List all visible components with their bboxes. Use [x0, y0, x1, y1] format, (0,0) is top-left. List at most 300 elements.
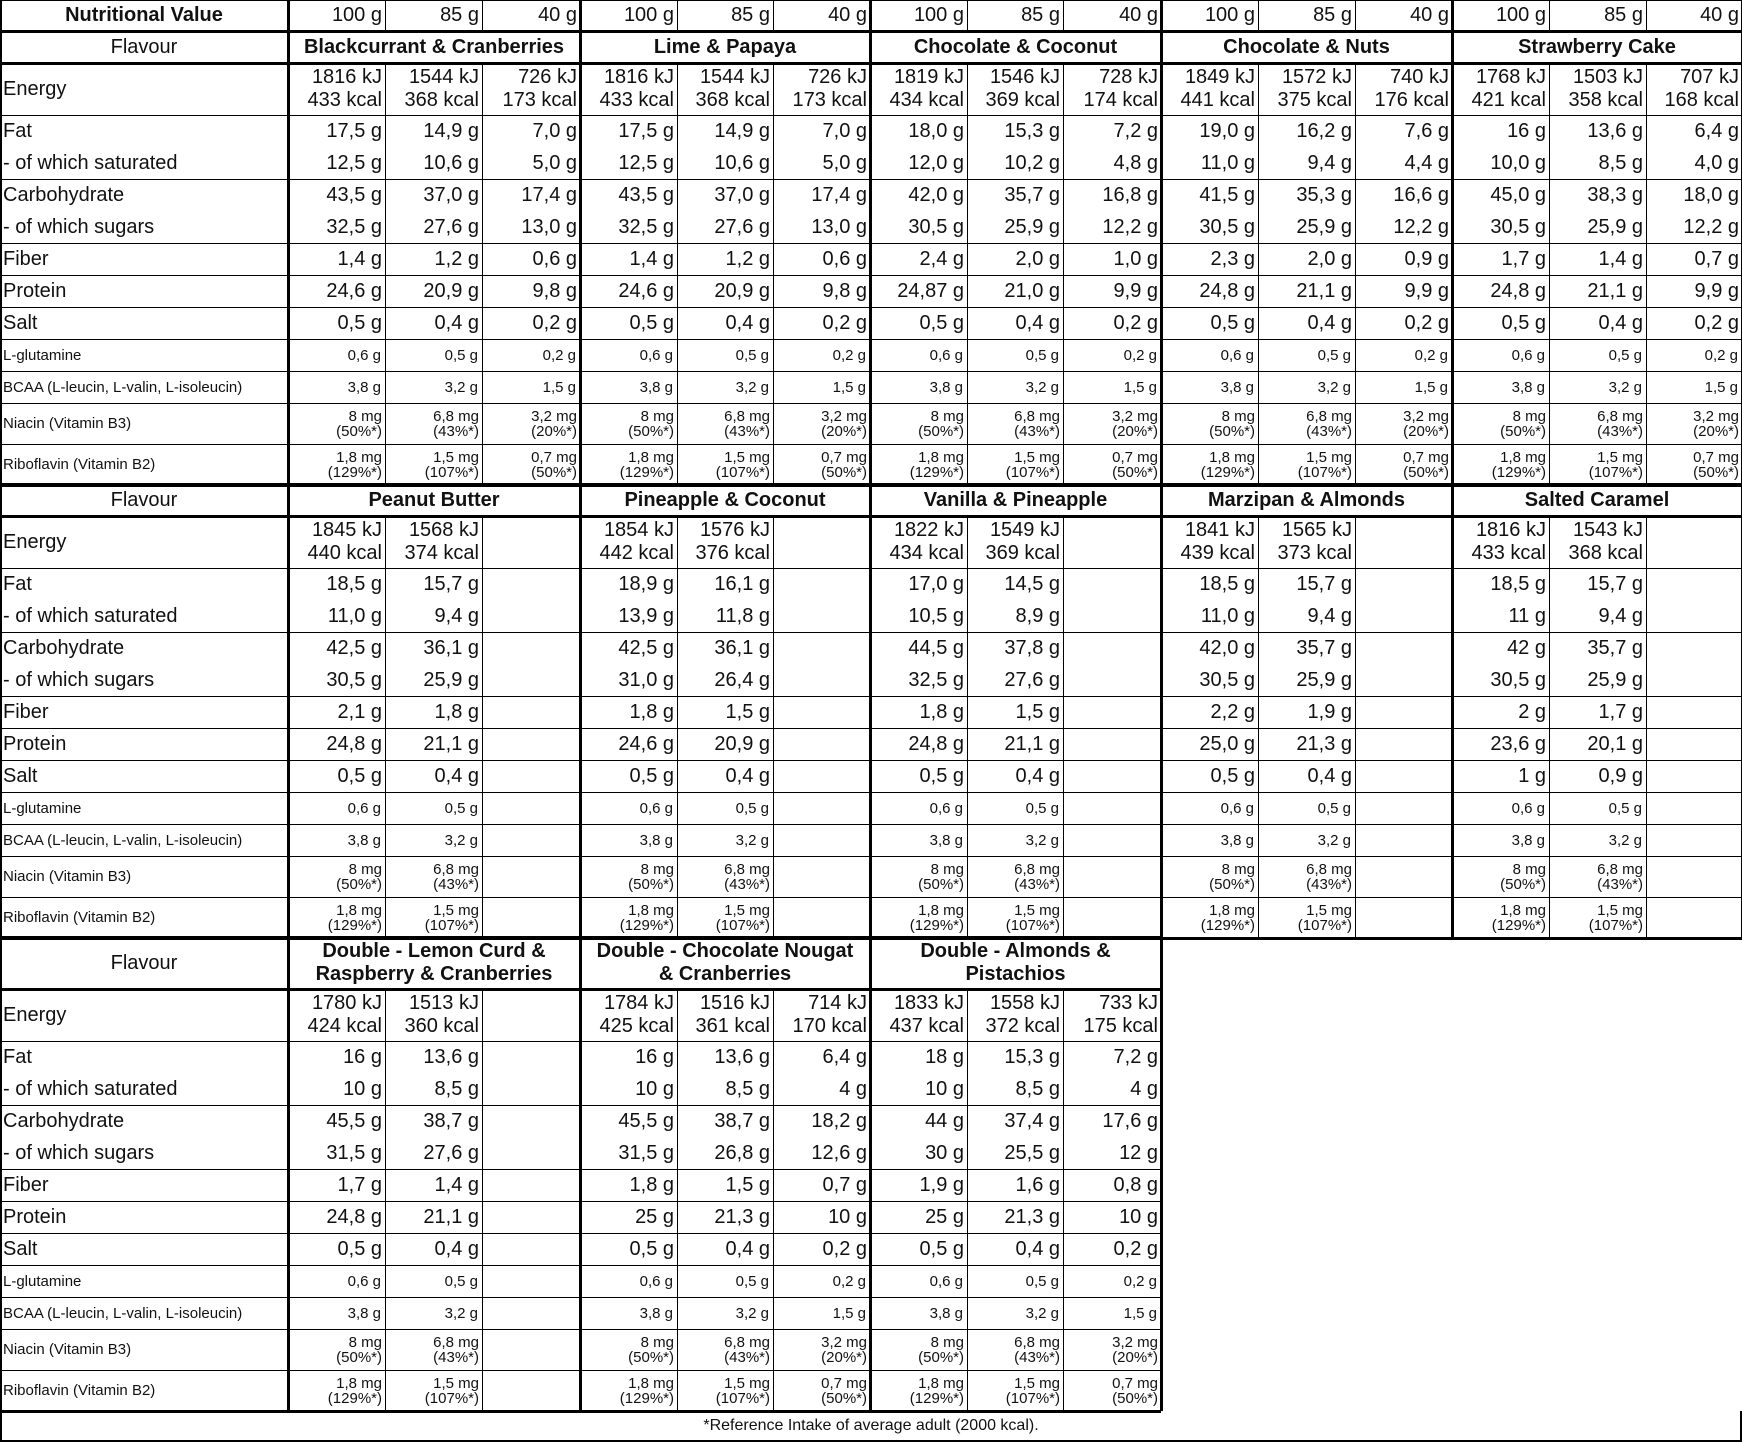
value-line: (50%*)	[821, 463, 867, 481]
row-label: BCAA (L-leucin, L-valin, L-isoleucin)	[3, 1304, 243, 1322]
value-cell: 37,0 g	[714, 183, 770, 206]
value-line: 1546 kJ	[989, 66, 1060, 88]
value-cell: 2,0 g	[1307, 247, 1352, 270]
value-cell: 0,2 g	[1123, 346, 1157, 364]
value-cell: 26,8 g	[714, 1141, 770, 1164]
value-cell: 10,0 g	[1490, 151, 1546, 174]
value-cell	[482, 63, 580, 115]
value-line: 375 kcal	[1277, 89, 1352, 111]
flavour-name: Peanut Butter	[368, 488, 500, 511]
value-cell: 30,5 g	[1199, 668, 1255, 691]
value-cell: 4 g	[839, 1077, 867, 1100]
value-cell	[870, 856, 967, 897]
value-line: 6,8 mg	[1014, 860, 1060, 878]
grid-line	[1646, 63, 1647, 485]
value-cell	[288, 989, 385, 1041]
grid-line	[0, 31, 2, 485]
value-line: 1549 kJ	[989, 519, 1060, 541]
value-cell: 43,5 g	[326, 183, 382, 206]
flavour-label: Flavour	[110, 488, 178, 511]
row-label: BCAA (L-leucin, L-valin, L-isoleucin)	[3, 378, 243, 396]
value-cell: 0,6 g	[929, 799, 963, 817]
value-cell: 0,6 g	[347, 1272, 381, 1290]
grid-line	[773, 989, 774, 1411]
value-cell	[580, 1329, 677, 1370]
flavour-label: Flavour	[110, 35, 178, 58]
value-line: 1544 kJ	[699, 66, 770, 88]
value-line: 433 kcal	[599, 89, 674, 111]
value-cell	[1258, 63, 1355, 115]
flavour-name-line: Double - Chocolate Nougat	[596, 940, 854, 962]
value-cell	[1549, 897, 1646, 938]
value-cell: 20,9 g	[714, 279, 770, 302]
value-line: 1576 kJ	[699, 519, 770, 541]
value-cell: 0,2 g	[542, 346, 576, 364]
value-cell: 11,8 g	[715, 604, 770, 627]
value-cell	[580, 856, 677, 897]
value-cell	[288, 897, 385, 938]
value-cell: 0,5 g	[1608, 799, 1642, 817]
value-line: (50%*)	[1500, 875, 1546, 893]
value-line: 0,7 mg	[821, 448, 867, 466]
value-cell: 3,2 g	[735, 378, 769, 396]
value-cell: 16,8 g	[1102, 183, 1158, 206]
value-line: (50%*)	[918, 875, 964, 893]
value-line: 176 kcal	[1374, 89, 1449, 111]
value-cell: 0,5 g	[1501, 311, 1546, 334]
value-cell	[1452, 856, 1549, 897]
value-cell	[677, 1329, 773, 1370]
value-line: (50%*)	[918, 422, 964, 440]
value-cell: 13,0 g	[521, 215, 577, 238]
value-line: (50%*)	[1209, 422, 1255, 440]
value-cell: 32,5 g	[326, 215, 382, 238]
flavour-name-line: Double - Almonds &	[920, 940, 1111, 962]
grid-line	[1451, 31, 1454, 485]
value-cell: 13,0 g	[811, 215, 867, 238]
value-line: 8 mg	[348, 860, 382, 878]
value-line: 8 mg	[1221, 407, 1255, 425]
value-cell: 12,5 g	[618, 151, 674, 174]
value-cell: 13,9 g	[618, 604, 674, 627]
value-cell: 0,5 g	[1025, 1272, 1059, 1290]
value-cell: 0,6 g	[929, 1272, 963, 1290]
value-line: (43%*)	[724, 422, 770, 440]
value-cell: 0,5 g	[1210, 764, 1255, 787]
value-cell	[580, 63, 677, 115]
value-cell	[773, 1370, 870, 1411]
grid-line	[1355, 63, 1356, 485]
value-cell	[385, 63, 482, 115]
value-cell: 21,3 g	[1004, 1205, 1060, 1228]
portion-header: 40 g	[1700, 4, 1739, 26]
value-cell: 8,5 g	[1015, 1077, 1060, 1100]
value-line: 6,8 mg	[724, 1333, 770, 1351]
value-line: 1,5 mg	[1306, 448, 1352, 466]
value-line: (129%*)	[1200, 916, 1255, 934]
value-cell: 3,8 g	[1220, 831, 1254, 849]
value-cell	[580, 897, 677, 938]
value-line: 726 kJ	[808, 66, 867, 88]
value-cell	[967, 516, 1063, 568]
value-cell: 1 g	[1518, 764, 1546, 787]
value-cell: 17,5 g	[618, 119, 674, 142]
grid-line	[579, 31, 582, 485]
value-cell: 7,6 g	[1404, 119, 1449, 142]
value-cell: 31,0 g	[618, 668, 674, 691]
flavour-name-line: & Cranberries	[658, 963, 792, 985]
value-cell: 10,6 g	[714, 151, 770, 174]
grid-line	[1451, 484, 1454, 938]
grid-line	[773, 63, 774, 485]
value-cell: 0,5 g	[919, 764, 964, 787]
value-line: 8 mg	[930, 1333, 964, 1351]
value-line: 8 mg	[348, 407, 382, 425]
value-cell: 1,9 g	[919, 1173, 964, 1196]
value-cell	[580, 444, 677, 485]
value-line: 6,8 mg	[433, 860, 479, 878]
portion-header: 40 g	[828, 4, 867, 26]
value-cell	[385, 856, 482, 897]
flavour-name	[580, 937, 870, 989]
portion-header: 100 g	[623, 4, 674, 26]
grid-line	[482, 989, 483, 1411]
value-cell: 0,4 g	[1307, 311, 1352, 334]
row-label: Salt	[3, 311, 38, 334]
row-label: Carbohydrate	[3, 636, 125, 659]
grid-line	[1063, 63, 1064, 485]
value-line: 1,8 mg	[336, 1374, 382, 1392]
row-label: Energy	[3, 1003, 67, 1026]
value-line: 6,8 mg	[1014, 1333, 1060, 1351]
value-cell: 0,2 g	[1404, 311, 1449, 334]
value-cell: 18,2 g	[811, 1109, 867, 1132]
value-cell: 1,5 g	[832, 378, 866, 396]
value-cell	[1063, 1329, 1161, 1370]
value-cell: 24,87 g	[897, 279, 964, 302]
value-line: 733 kJ	[1099, 992, 1158, 1014]
value-cell: 20,9 g	[423, 279, 479, 302]
value-cell: 4,0 g	[1694, 151, 1739, 174]
value-line: 1,5 mg	[1306, 901, 1352, 919]
flavour-name: Chocolate & Nuts	[1223, 35, 1390, 58]
flavour-name-line: Pistachios	[965, 963, 1066, 985]
value-line: (107%*)	[1588, 463, 1643, 481]
flavour-name-line: Raspberry & Cranberries	[315, 963, 553, 985]
value-line: 439 kcal	[1180, 542, 1255, 564]
row-label: Riboflavin (Vitamin B2)	[3, 909, 156, 926]
value-line: 360 kcal	[404, 1015, 479, 1037]
flavour-name: Blackcurrant & Cranberries	[303, 35, 565, 58]
value-cell: 21,1 g	[1004, 732, 1060, 755]
value-cell: 7,2 g	[1113, 119, 1158, 142]
grid-line	[1451, 0, 1454, 31]
value-line: (107%*)	[424, 463, 479, 481]
value-cell: 11,0 g	[327, 604, 382, 627]
value-cell: 30,5 g	[1490, 215, 1546, 238]
value-cell: 23,6 g	[1490, 732, 1546, 755]
value-cell: 17,5 g	[326, 119, 382, 142]
value-cell: 0,2 g	[832, 1272, 866, 1290]
grid-line	[967, 63, 968, 485]
value-cell: 0,2 g	[1113, 1237, 1158, 1260]
value-line: 433 kcal	[1471, 542, 1546, 564]
value-line: (129%*)	[327, 916, 382, 934]
value-cell	[870, 63, 967, 115]
value-cell: 0,4 g	[434, 311, 479, 334]
row-label: L-glutamine	[3, 799, 82, 817]
value-cell	[580, 403, 677, 444]
value-cell	[385, 1370, 482, 1411]
value-line: (107%*)	[1297, 463, 1352, 481]
value-cell: 9,8 g	[822, 279, 867, 302]
value-cell: 3,2 g	[1608, 831, 1642, 849]
grid-line	[773, 516, 774, 938]
value-cell: 4 g	[1130, 1077, 1158, 1100]
value-cell: 7,0 g	[532, 119, 577, 142]
value-line: 437 kcal	[889, 1015, 964, 1037]
value-cell: 6,4 g	[1694, 119, 1739, 142]
row-label: Salt	[3, 764, 38, 787]
flavour-name: Pineapple & Coconut	[624, 488, 826, 511]
value-line: 6,8 mg	[724, 860, 770, 878]
row-label: Salt	[3, 1237, 38, 1260]
value-cell	[385, 403, 482, 444]
value-line: (107%*)	[1005, 1389, 1060, 1407]
value-cell	[1063, 1370, 1161, 1411]
value-line: 168 kcal	[1664, 89, 1739, 111]
value-line: (107%*)	[1297, 916, 1352, 934]
value-cell: 0,4 g	[434, 1237, 479, 1260]
value-cell	[288, 1329, 385, 1370]
value-line: 1,8 mg	[336, 901, 382, 919]
value-cell: 30 g	[925, 1141, 964, 1164]
value-line: (107%*)	[715, 916, 770, 934]
value-line: 1,8 mg	[1500, 448, 1546, 466]
value-cell: 10 g	[343, 1077, 382, 1100]
value-line: (129%*)	[1491, 916, 1546, 934]
value-cell: 3,8 g	[347, 1304, 381, 1322]
value-cell	[773, 403, 870, 444]
value-cell: 45,5 g	[618, 1109, 674, 1132]
value-line: 1,8 mg	[1500, 901, 1546, 919]
grid-line	[1258, 63, 1259, 485]
portion-header: 100 g	[331, 4, 382, 26]
value-line: 421 kcal	[1471, 89, 1546, 111]
value-cell: 42,5 g	[326, 636, 382, 659]
value-line: 0,7 mg	[1693, 448, 1739, 466]
value-line: (50%*)	[336, 422, 382, 440]
value-line: 3,2 mg	[1403, 407, 1449, 425]
value-cell: 14,5 g	[1004, 572, 1060, 595]
value-cell	[1646, 403, 1742, 444]
value-cell: 3,8 g	[1511, 831, 1545, 849]
row-label: L-glutamine	[3, 1272, 82, 1290]
grid-line	[1063, 0, 1064, 31]
grid-line	[482, 0, 483, 31]
value-line: 1544 kJ	[408, 66, 479, 88]
value-cell: 15,3 g	[1004, 1045, 1060, 1068]
flavour-name	[870, 937, 1161, 989]
value-line: 8 mg	[1221, 860, 1255, 878]
value-line: (20%*)	[1403, 422, 1449, 440]
value-cell: 42 g	[1507, 636, 1546, 659]
value-line: (43%*)	[1014, 875, 1060, 893]
value-cell	[677, 403, 773, 444]
value-cell	[677, 1370, 773, 1411]
value-cell: 30,5 g	[326, 668, 382, 691]
value-line: 6,8 mg	[1597, 407, 1643, 425]
value-cell: 11 g	[1508, 604, 1546, 627]
portion-header: 85 g	[1604, 4, 1643, 26]
value-line: 8 mg	[348, 1333, 382, 1351]
value-cell: 8,9 g	[1015, 604, 1060, 627]
value-cell	[870, 989, 967, 1041]
grid-line	[1355, 516, 1356, 938]
flavour-name: Salted Caramel	[1524, 488, 1670, 511]
value-line: 0,7 mg	[1403, 448, 1449, 466]
value-cell: 24,6 g	[618, 732, 674, 755]
value-cell	[677, 989, 773, 1041]
grid-line	[1549, 0, 1550, 31]
value-cell: 37,8 g	[1004, 636, 1060, 659]
value-cell	[288, 403, 385, 444]
value-cell	[1161, 516, 1258, 568]
value-cell: 1,9 g	[1307, 700, 1352, 723]
value-line: (43%*)	[433, 1348, 479, 1366]
value-line: 3,2 mg	[1112, 1333, 1158, 1351]
value-line: (20%*)	[1112, 422, 1158, 440]
value-line: 0,7 mg	[1112, 448, 1158, 466]
value-cell: 21,0 g	[1004, 279, 1060, 302]
value-cell: 3,8 g	[1511, 378, 1545, 396]
flavour-name: Strawberry Cake	[1518, 35, 1676, 58]
portion-header: 85 g	[1313, 4, 1352, 26]
value-cell: 9,9 g	[1694, 279, 1739, 302]
value-cell	[385, 516, 482, 568]
value-cell: 1,8 g	[919, 700, 964, 723]
value-cell: 16,6 g	[1393, 183, 1449, 206]
value-cell	[870, 1370, 967, 1411]
grid-line	[0, 0, 2, 31]
value-cell: 14,9 g	[714, 119, 770, 142]
value-cell: 11,0 g	[1200, 151, 1255, 174]
value-line: 6,8 mg	[1306, 407, 1352, 425]
value-cell	[870, 444, 967, 485]
value-line: 440 kcal	[307, 542, 382, 564]
value-cell: 0,5 g	[337, 311, 382, 334]
value-cell: 0,5 g	[1210, 311, 1255, 334]
value-line: 8 mg	[930, 860, 964, 878]
value-cell	[773, 444, 870, 485]
value-line: 1,8 mg	[628, 448, 674, 466]
value-line: (50%*)	[628, 422, 674, 440]
value-line: 1849 kJ	[1184, 66, 1255, 88]
row-label: Protein	[3, 279, 67, 302]
row-label: - of which saturated	[3, 604, 178, 627]
value-line: 0,7 mg	[531, 448, 577, 466]
value-line: 1572 kJ	[1281, 66, 1352, 88]
value-line: 0,7 mg	[821, 1374, 867, 1392]
value-cell	[580, 989, 677, 1041]
value-cell: 16 g	[1507, 119, 1546, 142]
value-line: 1768 kJ	[1475, 66, 1546, 88]
value-line: 368 kcal	[1568, 542, 1643, 564]
value-line: 1,5 mg	[433, 1374, 479, 1392]
value-line: (43%*)	[1014, 1348, 1060, 1366]
value-cell: 0,5 g	[444, 1272, 478, 1290]
value-cell: 16 g	[635, 1045, 674, 1068]
value-cell	[870, 516, 967, 568]
value-cell: 9,4 g	[434, 604, 479, 627]
value-line: (129%*)	[909, 463, 964, 481]
value-cell: 3,8 g	[639, 831, 673, 849]
value-cell: 12,2 g	[1683, 215, 1739, 238]
value-cell	[870, 897, 967, 938]
grid-line	[677, 516, 678, 938]
row-label: - of which saturated	[3, 151, 178, 174]
value-cell	[1258, 403, 1355, 444]
value-line: (50%*)	[918, 1348, 964, 1366]
value-line: 1,8 mg	[918, 448, 964, 466]
grid-line	[0, 937, 2, 1411]
grid-line	[385, 516, 386, 938]
value-line: (43%*)	[1306, 875, 1352, 893]
value-cell: 21,3 g	[1296, 732, 1352, 755]
value-cell: 41,5 g	[1199, 183, 1255, 206]
value-cell: 3,2 g	[444, 1304, 478, 1322]
value-cell: 0,4 g	[434, 764, 479, 787]
value-cell: 12,2 g	[1393, 215, 1449, 238]
value-cell: 42,5 g	[618, 636, 674, 659]
value-line: (43%*)	[1597, 422, 1643, 440]
value-cell: 9,4 g	[1598, 604, 1643, 627]
value-cell: 19,0 g	[1199, 119, 1255, 142]
value-cell: 0,5 g	[444, 346, 478, 364]
value-cell: 12 g	[1119, 1141, 1158, 1164]
value-cell: 8,5 g	[1598, 151, 1643, 174]
value-cell: 2 g	[1518, 700, 1546, 723]
value-line: 433 kcal	[307, 89, 382, 111]
value-cell: 1,5 g	[1123, 1304, 1157, 1322]
value-cell: 1,4 g	[629, 247, 674, 270]
value-cell: 15,7 g	[1587, 572, 1643, 595]
value-line: 8 mg	[1512, 860, 1546, 878]
value-cell: 7,2 g	[1113, 1045, 1158, 1068]
value-cell: 21,1 g	[1587, 279, 1643, 302]
value-cell: 1,5 g	[1704, 378, 1738, 396]
row-label: Fiber	[3, 247, 49, 270]
value-cell: 24,8 g	[326, 732, 382, 755]
value-cell: 0,2 g	[822, 1237, 867, 1260]
value-cell: 3,8 g	[929, 1304, 963, 1322]
value-cell	[870, 403, 967, 444]
row-label: Riboflavin (Vitamin B2)	[3, 1382, 156, 1399]
value-cell: 17,4 g	[811, 183, 867, 206]
value-cell: 0,5 g	[629, 1237, 674, 1260]
value-cell: 14,9 g	[423, 119, 479, 142]
value-line: (50%*)	[1112, 463, 1158, 481]
value-cell: 38,3 g	[1587, 183, 1643, 206]
value-cell	[1063, 444, 1161, 485]
grid-line	[287, 484, 290, 938]
value-cell: 27,6 g	[423, 1141, 479, 1164]
row-label: - of which saturated	[3, 1077, 178, 1100]
value-cell: 1,5 g	[1123, 378, 1157, 396]
value-line: (50%*)	[1403, 463, 1449, 481]
row-label: Carbohydrate	[3, 183, 125, 206]
grid-line	[482, 63, 483, 485]
